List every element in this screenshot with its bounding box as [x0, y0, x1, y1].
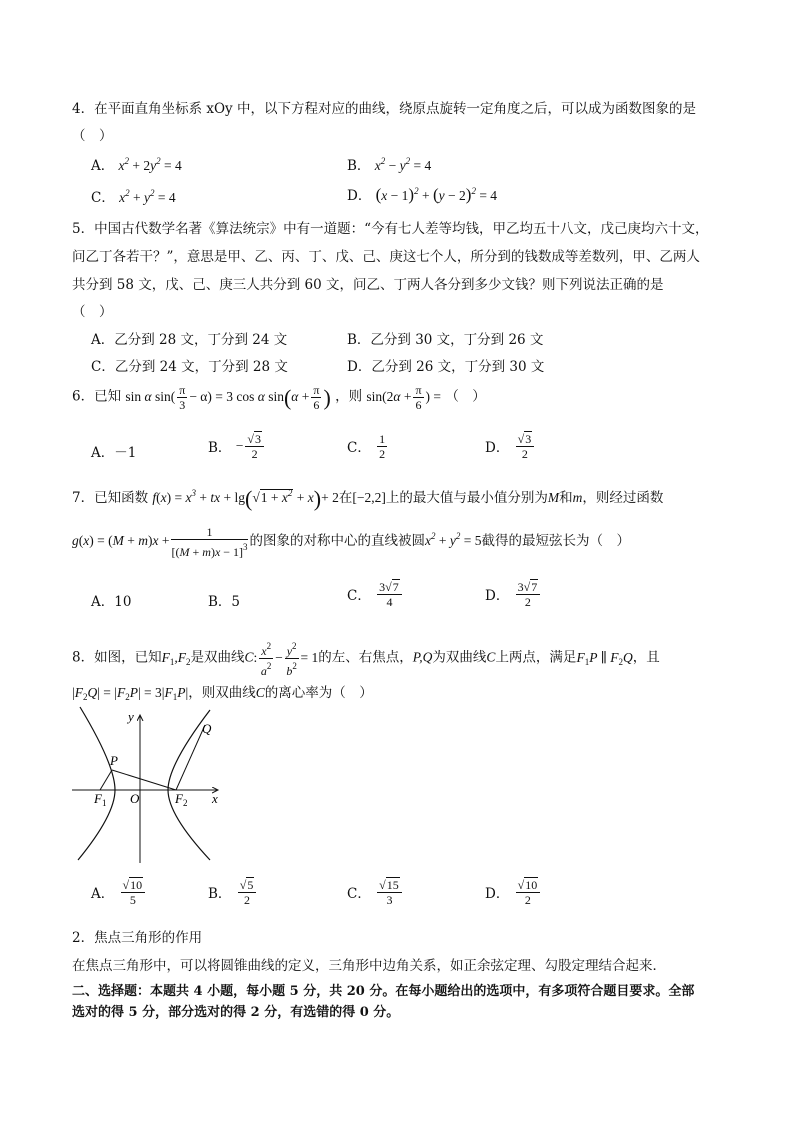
q5-option-c[interactable]: C．乙分到 24 文，丁分到 28 文 — [91, 359, 288, 375]
q8-option-d[interactable]: D． $\frac{√10}{2}$ — [485, 878, 542, 907]
q4-stem: 4．在平面直角坐标系 xOy 中，以下方程对应的曲线，绕原点旋转一定角度之后，可以成为函数图象的是 — [72, 101, 696, 117]
q6-stem: 6．已知 sin α sin( $\frac{\pi}{3}$ − α) = 3 cos α sin(α + $\frac{\pi}{6}$ ) ，则 sin(2α + $\frac{\pi}{6}$ ) = （ ） — [72, 383, 486, 412]
q6-option-b[interactable]: B． − $\frac{√3}{2}$ — [208, 432, 266, 461]
q4-option-b[interactable]: B． $x^2 - y^2 = 4$ — [347, 156, 432, 174]
q5-line1: 5．中国古代数学名著《算法统宗》中有一道题：“今有七人差等均钱，甲乙均五十八文，戊己庚均六十文， — [72, 221, 709, 237]
label-x: x — [212, 791, 218, 806]
q5-blank: （ ） — [72, 304, 113, 320]
q7-option-b[interactable]: B．5 — [208, 594, 241, 610]
note-body: 在焦点三角形中，可以将圆锥曲线的定义，三角形中边角关系，如正余弦定理、勾股定理结合起来． — [72, 958, 666, 974]
q6-option-c[interactable]: C． $\frac{1}{2}$ — [347, 432, 386, 461]
label-q: Q — [202, 721, 212, 736]
q7-option-a[interactable]: A．10 — [91, 594, 132, 610]
q7-line2: g(x) = (M + m)x + $\frac{1}{[(M + m)x - 1]^3}$ 的图象的对称中心的直线被圆$x^2 + y^2 = 5$截得的最短弦长为（ ） — [72, 525, 631, 559]
q4-option-c[interactable]: C． $x^2 + y^2 = 4$ — [91, 188, 176, 206]
segment-pf2 — [112, 770, 176, 790]
q8-option-a[interactable]: A． $\frac{√10}{5}$ — [91, 878, 147, 907]
note-title: 2．焦点三角形的作用 — [72, 930, 203, 946]
q8-option-c[interactable]: C． $\frac{√15}{3}$ — [347, 878, 404, 907]
q5-option-b[interactable]: B．乙分到 30 文，丁分到 26 文 — [347, 332, 544, 348]
q5-line3: 共分到 58 文，戊、己、庚三人共分到 60 文，问乙、丁两人各分到多少文钱？则下列说法正确的是 — [72, 277, 664, 293]
q4-blank: （ ） — [72, 128, 113, 144]
q8-line2: $|F_2Q| = |F_2P| = 3|F_1P|$，则双曲线C的离心率为（ ） — [72, 685, 373, 702]
q6-option-d[interactable]: D． $\frac{√3}{2}$ — [485, 432, 536, 461]
label-p: P — [110, 753, 118, 768]
q4-option-d[interactable]: D． $(x - 1)^2 + (y - 2)^2 = 4$ — [347, 185, 498, 204]
segment-f2q — [176, 725, 205, 790]
q7-option-d[interactable]: D． $\frac{3√7}{2}$ — [485, 580, 542, 609]
q5-option-a[interactable]: A．乙分到 28 文，丁分到 24 文 — [91, 332, 288, 348]
label-f1: $F_1$ — [94, 791, 107, 808]
section2-line1: 二、选择题：本题共 4 小题，每小题 5 分，共 20 分。在每小题给出的选项中，有多项符合题目要求。全部 — [72, 984, 695, 999]
q5-line2: 问乙丁各若干？”，意思是甲、乙、丙、丁、戊、己、庚这七个人，所分到的钱数成等差数列，甲、乙两人 — [72, 249, 700, 265]
q8-line1: 8．如图，已知$F_1,F_2$是双曲线C: $\frac{x^2}{a^2}$ − $\frac{y^2}{b^2}$ = 1的左、右焦点，P,Q为双曲线C上两点，满足$F_1P$ ∥ $F_2Q$，且 — [72, 641, 660, 678]
hyperbola-figure — [70, 705, 230, 865]
q7-line1: 7．已知函数 $f(x) = x^3$ + tx + $\lg(√1 + x^2 + x)+ 2$在[−2,2]上的最大值与最小值分别为M和m，则经过函数 — [72, 486, 664, 511]
q4-option-a[interactable]: A． $x^2 + 2y^2 = 4$ — [91, 156, 182, 174]
q7-option-c[interactable]: C． $\frac{3√7}{4}$ — [347, 580, 404, 609]
q8-option-b[interactable]: B． $\frac{√5}{2}$ — [208, 878, 258, 907]
label-y: y — [128, 709, 134, 724]
section2-line2: 选对的得 5 分，部分选对的得 2 分，有选错的得 0 分。 — [72, 1005, 400, 1020]
q6-option-a[interactable]: A．－1 — [91, 445, 137, 461]
label-f2: $F_2$ — [175, 791, 188, 808]
label-origin: O — [130, 791, 140, 806]
segment-f1p — [100, 770, 112, 790]
left-branch — [78, 707, 115, 860]
q5-option-d[interactable]: D．乙分到 26 文，丁分到 30 文 — [347, 359, 545, 375]
